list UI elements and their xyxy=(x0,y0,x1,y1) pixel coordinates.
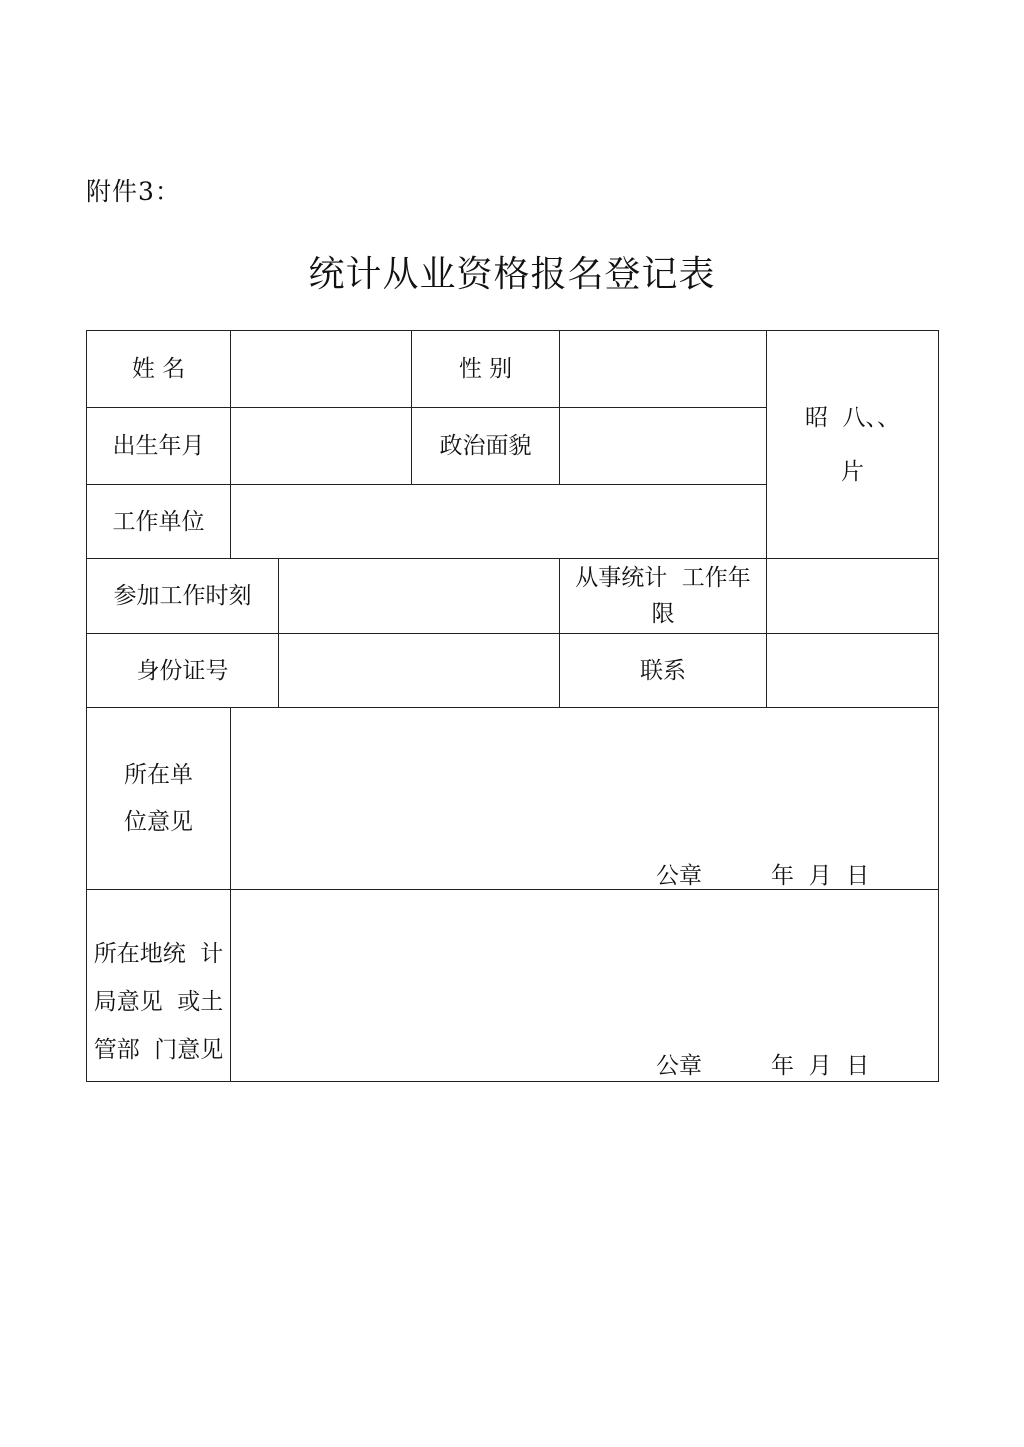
bureau-opinion-label-line: 管部 门意见 xyxy=(93,1036,224,1063)
stat-years-label xyxy=(560,559,767,634)
start-work-field[interactable] xyxy=(279,559,560,634)
contact-field[interactable] xyxy=(767,634,939,708)
workplace-field[interactable] xyxy=(231,485,767,559)
photo-label-line: 片 xyxy=(841,458,864,485)
politics-field[interactable] xyxy=(560,408,767,485)
bureau-opinion-field[interactable] xyxy=(231,890,939,1082)
photo-label-line: 昭 八、、 xyxy=(804,404,901,431)
name-label: 姓 名 xyxy=(87,331,231,408)
unit-opinion-label xyxy=(87,708,231,890)
gender-field[interactable] xyxy=(560,331,767,408)
registration-form xyxy=(86,330,939,1082)
unit-opinion-label-line: 位意见 xyxy=(124,808,193,835)
politics-label: 政治面貌 xyxy=(412,408,560,485)
contact-label: 联系 xyxy=(560,634,767,708)
unit-date-label: 年 月 日 xyxy=(771,863,870,889)
photo-box[interactable] xyxy=(767,331,939,559)
form-title: 统计从业资格报名登记表 xyxy=(308,254,716,295)
birth-label: 出生年月 xyxy=(87,408,231,485)
bureau-opinion-label-line: 所在地统 计 xyxy=(93,940,224,967)
name-field[interactable] xyxy=(231,331,412,408)
start-work-label: 参加工作时刻 xyxy=(87,559,279,634)
unit-opinion-label-line: 所在单 xyxy=(124,761,193,788)
birth-field[interactable] xyxy=(231,408,412,485)
unit-opinion-field[interactable] xyxy=(231,708,939,890)
stat-years-label-line: 限 xyxy=(651,601,675,627)
workplace-label: 工作单位 xyxy=(87,485,231,559)
bureau-date-label: 年 月 日 xyxy=(771,1053,870,1079)
attachment-label: 附件3： xyxy=(86,177,181,206)
stat-years-field[interactable] xyxy=(767,559,939,634)
unit-stamp-label: 公章 xyxy=(656,863,702,889)
id-field[interactable] xyxy=(279,634,560,708)
stat-years-label-line: 从事统计 工作年 xyxy=(575,565,751,591)
photo-label xyxy=(805,391,900,499)
bureau-stamp-label: 公章 xyxy=(656,1053,702,1079)
bureau-opinion-label-line: 局意见 或土 xyxy=(93,988,224,1015)
gender-label: 性 别 xyxy=(412,331,560,408)
bureau-opinion-label xyxy=(87,890,231,1082)
id-label: 身份证号 xyxy=(87,634,279,708)
